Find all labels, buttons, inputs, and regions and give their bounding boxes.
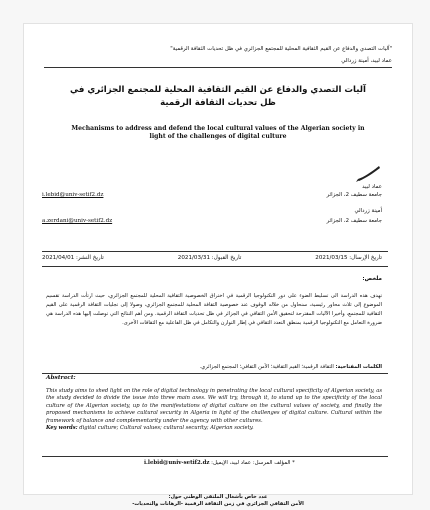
keywords-english-text: digital culture; Cultural values; cultural security; Algerian society. bbox=[79, 425, 254, 432]
author1-affiliation: جامعة سطيف 2، الجزائر bbox=[326, 192, 382, 198]
author2-affiliation: جامعة سطيف 2، الجزائر bbox=[326, 218, 382, 224]
abstract-arabic: تهدف هذه الدراسة الى تسليط الضوء على دور التكنولوجيا الرقمية في اختراق الخصوصية الثقافية المحلية للمجتمع الجزائري، حيث ارتأت الدراسة تقسيم الموضوع إلى ثلاث محاور رئيسية، سنحاول من خلاله الوقوف عند خصوصية الثقافة المحلية للمجتمع الجزائري، وصولا إلى تجليات الثقافة الرقمية على القيم الثقافية للمجتمع، وأخيرا الآليات المقترحة لتحقيق الأمن الثقافي في الجزائر في ظل تحديات الثقافة الرقمية. ومن أهم النتائج التي توصلت إليها هذه الدراسة هي ضرورة التعامل مع التكنولوجيا الرقمية بمنطق التعدد الثقافي في إطار التوازن والتكامل في ظل الفاعلية مع الثقافات الأخرى. bbox=[46, 293, 382, 326]
journal-footer bbox=[64, 494, 372, 508]
running-header-authors: عماد لبيد، أمينة زردالي bbox=[341, 58, 392, 64]
paper-page bbox=[24, 24, 412, 507]
running-header-title: "آليات التصدي والدفاع عن القيم الثقافية المحلية للمجتمع الجزائري في ظل تحديات الثقافة الرقمية" bbox=[170, 46, 392, 52]
paper-title-english: Mechanisms to address and defend the local cultural values of the Algerian society in light of the challenges of digital culture bbox=[71, 125, 365, 140]
keywords-arabic-label: الكلمات المفتاحية: bbox=[335, 364, 382, 370]
abstract-english-heading: Abstract: bbox=[46, 375, 76, 381]
dates-row bbox=[42, 255, 382, 261]
published-date: تاريخ النشر: 2021/04/01 bbox=[42, 255, 104, 261]
corresponding-author-email[interactable]: i.lebid@univ-setif2.dz bbox=[144, 460, 210, 466]
header-divider bbox=[44, 67, 392, 68]
keywords-arabic-text: الثقافة الرقمية؛ القيم الثقافية؛ الأمن الثقافي؛ المجتمع الجزائري. bbox=[199, 364, 334, 370]
abstract-arabic-heading: ملخص: bbox=[362, 276, 382, 282]
abstract-english-text: This study aims to shed light on the role of digital technology in penetrating the local cultural specificity of Algerian society, as the study decided to divide the issue into three main axes. We will try, through it, to stand up to the specificity of the local culture of the Algerian society, up to the manifestations of digital culture on the cultural values of society, and finally the proposed mechanisms to achieve cultural security in Algeria in light of the challenges of digital culture. Cultural within the framework of balance and complementarity under the agency with other cultures. bbox=[46, 388, 382, 424]
author2-name: أمينة زردالي bbox=[354, 208, 382, 214]
corresponding-author-label: * المؤلف المرسل: عماد لبيد، الإيميل: bbox=[211, 460, 295, 466]
paper-title-arabic: آليات التصدي والدفاع عن القيم الثقافية المحلية للمجتمع الجزائري في ظل تحديات الثقافة الرقمية bbox=[70, 85, 366, 108]
keywords-english-label: Key words: bbox=[46, 425, 78, 432]
author1-email[interactable]: i.lebid@univ-setif2.dz bbox=[42, 192, 104, 198]
dates-top-rule bbox=[42, 251, 388, 252]
footer-line1: عدد خاص بأشغال الملتقى الوطني حول: bbox=[168, 494, 268, 500]
footer-line2: الأمن الثقافي الجزائري في زمن الثقافة الرقمية -الرهانات والتحديات- bbox=[132, 501, 304, 507]
author2-email[interactable]: a.zerdani@univ-setif2.dz bbox=[42, 218, 113, 224]
dates-bottom-rule bbox=[42, 266, 388, 267]
accepted-date: تاريخ القبول: 2021/03/31 bbox=[177, 255, 242, 261]
footnote-rule bbox=[42, 456, 388, 457]
keywords-arabic bbox=[46, 364, 382, 370]
pen-icon bbox=[356, 164, 382, 182]
author1-name: عماد لبيد bbox=[362, 184, 382, 190]
abstract-english bbox=[46, 388, 382, 432]
received-date: تاريخ الإرسال: 2021/03/15 bbox=[315, 255, 382, 261]
corresponding-author bbox=[144, 460, 295, 466]
abstract-divider bbox=[42, 373, 388, 374]
